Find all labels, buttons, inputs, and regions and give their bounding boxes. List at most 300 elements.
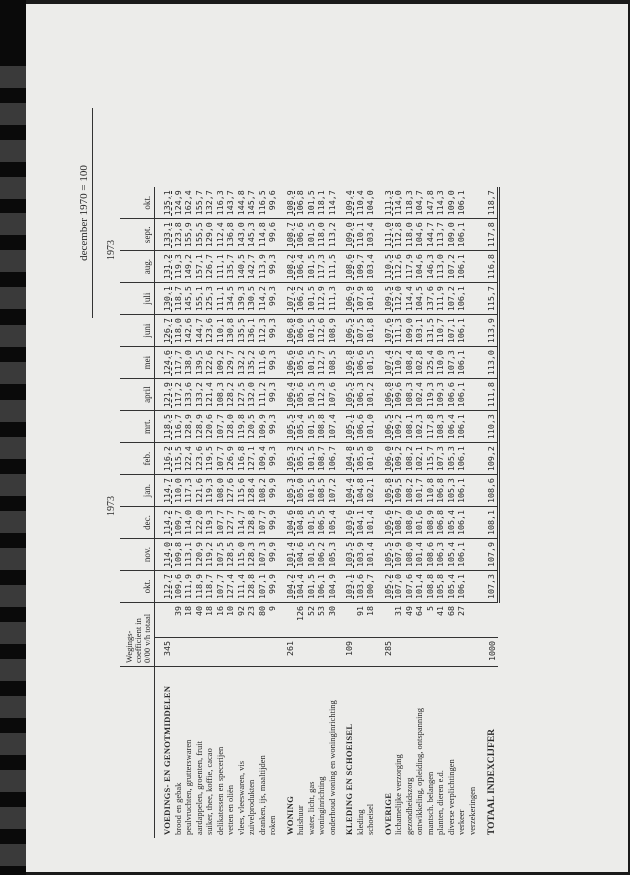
index-value: 126,9 xyxy=(225,443,236,475)
item-weight: 39 xyxy=(173,603,184,638)
index-value: 101,0 xyxy=(365,443,376,475)
index-value: 128,3 xyxy=(246,539,257,571)
index-value: 106,6 xyxy=(278,347,296,379)
header-month: mei xyxy=(120,347,155,379)
header-month: feb. xyxy=(120,443,155,475)
table-row xyxy=(194,187,205,838)
item-weight: 49 xyxy=(404,603,415,638)
index-value: 105,4 xyxy=(446,571,457,603)
item-weight: 18 xyxy=(204,603,215,638)
index-value: 106,8 xyxy=(435,475,446,507)
row-label: delikatessen en specerijen xyxy=(214,746,225,835)
index-value: 106,1 xyxy=(456,539,467,571)
index-value: 127,6 xyxy=(225,475,236,507)
item-weight: 53 xyxy=(316,603,327,638)
index-value: 109,6 xyxy=(173,571,184,603)
binding-hole xyxy=(0,400,26,422)
index-value: 99,3 xyxy=(267,347,278,379)
index-value: 111,1 xyxy=(215,283,226,315)
index-value: 105,2 xyxy=(295,443,306,475)
group-weight xyxy=(467,638,478,667)
group-weight xyxy=(236,638,247,667)
index-value: 108,1 xyxy=(477,507,498,539)
index-value: 107,3 xyxy=(446,347,457,379)
row-label: dranken, ijs, maaltijden xyxy=(256,755,267,835)
year-label-1973-a: 1973 xyxy=(106,496,117,516)
index-value: 108,7 xyxy=(278,219,296,251)
index-value: 101,5 xyxy=(306,187,317,218)
header-month: sept. xyxy=(120,219,155,251)
index-value: 109,0 xyxy=(404,315,415,347)
table-row xyxy=(404,187,415,838)
index-value: 106,7 xyxy=(327,443,338,475)
index-value: 106,2 xyxy=(295,283,306,315)
index-value: 139,3 xyxy=(236,283,247,315)
index-value: 115,6 xyxy=(236,475,247,507)
index-value: 101,5 xyxy=(365,347,376,379)
index-value: 105,3 xyxy=(327,539,338,571)
index-value: 108,6 xyxy=(337,251,355,283)
index-value: 102,4 xyxy=(414,379,425,411)
index-value: 144,7 xyxy=(194,315,205,347)
index-value: 106,1 xyxy=(456,411,467,443)
index-value: 123,6 xyxy=(194,443,205,475)
index-value: 120,5 xyxy=(246,411,257,443)
binding-hole xyxy=(0,770,26,792)
index-value: 110,0 xyxy=(435,347,446,379)
index-value: 107,7 xyxy=(215,443,226,475)
index-value: 107,5 xyxy=(355,315,366,347)
index-value: 107,9 xyxy=(355,283,366,315)
group-weight xyxy=(225,638,236,667)
table-row xyxy=(173,187,184,838)
index-value: 101,5 xyxy=(306,507,317,539)
group-weight xyxy=(183,638,194,667)
item-weight: 18 xyxy=(183,603,194,638)
group-weight xyxy=(246,638,257,667)
index-value: 101,5 xyxy=(306,443,317,475)
index-value: 117,3 xyxy=(183,475,194,507)
index-value: 103,4 xyxy=(365,251,376,283)
table-row xyxy=(236,187,247,838)
group-weight: 261 xyxy=(278,638,296,667)
index-value: 108,7 xyxy=(316,443,327,475)
header-month: april xyxy=(120,379,155,411)
group-weight xyxy=(173,638,184,667)
index-value: 122,6 xyxy=(204,347,215,379)
index-value: 108,3 xyxy=(404,379,415,411)
index-value: 107,3 xyxy=(257,539,268,571)
row-label: TOTAAL INDEXCIJFER xyxy=(486,728,497,835)
index-value: 107,6 xyxy=(404,571,415,603)
index-value: 135,2 xyxy=(246,347,257,379)
index-value: 106,1 xyxy=(316,571,327,603)
index-value: 106,1 xyxy=(456,347,467,379)
index-value: 108,0 xyxy=(404,507,415,539)
index-value: 116,2 xyxy=(155,443,173,475)
index-value: 111,5 xyxy=(327,251,338,283)
index-value: 104,5 xyxy=(414,283,425,315)
index-value: 102,1 xyxy=(365,475,376,507)
index-value: 142,6 xyxy=(183,315,194,347)
index-value: 113,9 xyxy=(477,315,498,347)
index-value: 111,0 xyxy=(376,219,394,251)
row-label: diverse verplichtingen xyxy=(445,759,456,835)
index-value: 108,8 xyxy=(316,411,327,443)
index-value: 114,0 xyxy=(393,187,404,218)
header-category xyxy=(120,667,155,839)
item-weight: 10 xyxy=(225,603,236,638)
index-value: 124,6 xyxy=(155,347,173,379)
item-weight: 92 xyxy=(236,603,247,638)
index-value: 149,2 xyxy=(183,251,194,283)
index-value: 113,7 xyxy=(435,219,446,251)
table-row xyxy=(267,187,278,838)
binding-hole xyxy=(0,585,26,607)
index-value: 121,6 xyxy=(194,475,205,507)
index-value: 105,6 xyxy=(376,507,394,539)
row-label: roken xyxy=(267,815,277,835)
item-weight: 52 xyxy=(306,603,317,638)
index-value: 130,1 xyxy=(155,283,173,315)
index-value: 99,3 xyxy=(267,315,278,347)
index-value: 118,3 xyxy=(404,187,415,218)
index-value: 105,1 xyxy=(337,411,355,443)
index-value: 117,8 xyxy=(425,411,436,443)
item-weight: 41 xyxy=(435,603,446,638)
index-value: 119,3 xyxy=(204,507,215,539)
group-weight xyxy=(327,638,338,667)
index-value: 119,3 xyxy=(173,251,184,283)
index-value: 107,1 xyxy=(257,571,268,603)
group-row xyxy=(278,187,296,838)
index-value: 118,7 xyxy=(173,283,184,315)
index-value: 104,6 xyxy=(414,219,425,251)
index-value: 105,4 xyxy=(446,507,457,539)
index-value: 99,9 xyxy=(267,571,278,603)
index-value xyxy=(467,347,478,379)
table-row xyxy=(414,187,425,838)
index-value: 144,7 xyxy=(425,219,436,251)
index-value: 136,8 xyxy=(225,219,236,251)
index-value: 108,8 xyxy=(425,571,436,603)
table-row xyxy=(295,187,306,838)
index-value: 108,6 xyxy=(425,539,436,571)
item-weight: 23 xyxy=(246,603,257,638)
index-value: 121,4 xyxy=(204,379,215,411)
index-value: 114,7 xyxy=(155,475,173,507)
index-value: 106,5 xyxy=(376,411,394,443)
group-weight xyxy=(194,638,205,667)
index-value: 106,1 xyxy=(456,315,467,347)
index-value: 119,3 xyxy=(204,475,215,507)
table-row xyxy=(183,187,194,838)
index-value: 114,2 xyxy=(257,283,268,315)
index-value: 143,0 xyxy=(236,219,247,251)
index-value: 101,5 xyxy=(306,379,317,411)
index-value: 125,4 xyxy=(425,347,436,379)
item-weight: 40 xyxy=(194,603,205,638)
rotated-table-area xyxy=(70,98,590,838)
index-value: 134,5 xyxy=(225,283,236,315)
index-value: 106,8 xyxy=(435,507,446,539)
binding-hole xyxy=(0,733,26,755)
item-weight: 126 xyxy=(295,603,306,638)
index-value: 105,5 xyxy=(337,379,355,411)
index-value: 99,3 xyxy=(267,379,278,411)
index-value: 112,6 xyxy=(316,315,327,347)
binding-hole xyxy=(0,177,26,199)
table-row xyxy=(257,187,268,838)
index-value: 135,1 xyxy=(155,187,173,218)
group-row xyxy=(155,187,173,838)
table-row xyxy=(215,187,226,838)
table-row xyxy=(435,187,446,838)
index-value: 109,0 xyxy=(446,219,457,251)
item-weight: 9 xyxy=(267,603,278,638)
index-value: 106,1 xyxy=(456,443,467,475)
binding-hole xyxy=(0,66,26,88)
binding-hole xyxy=(0,548,26,570)
row-label: huishuur xyxy=(295,805,305,835)
index-value: 145,3 xyxy=(246,219,257,251)
index-value xyxy=(467,571,478,603)
index-value: 105,8 xyxy=(435,571,446,603)
index-value: 118,0 xyxy=(404,219,415,251)
item-weight: 18 xyxy=(365,603,376,638)
index-value: 144,8 xyxy=(236,187,247,218)
index-value: 110,2 xyxy=(393,347,404,379)
index-value: 101,4 xyxy=(414,571,425,603)
index-value: 105,3 xyxy=(446,475,457,507)
header-month: juni xyxy=(120,315,155,347)
row-label: schoeisel xyxy=(365,803,375,835)
index-value: 114,0 xyxy=(155,539,173,571)
index-value: 109,9 xyxy=(257,411,268,443)
index-value: 101,4 xyxy=(278,539,296,571)
group-weight: 1000 xyxy=(477,638,498,667)
index-value: 109,5 xyxy=(393,475,404,507)
index-value: 99,9 xyxy=(267,507,278,539)
index-value: 101,5 xyxy=(306,283,317,315)
index-value xyxy=(467,539,478,571)
index-value: 111,2 xyxy=(257,379,268,411)
index-value: 119,3 xyxy=(425,379,436,411)
item-weight xyxy=(278,603,296,638)
row-label: onderhoud woning en woninginrichting xyxy=(326,700,337,835)
index-value: 103,1 xyxy=(337,571,355,603)
row-label: woninginrichting xyxy=(316,776,326,835)
index-value: 127,4 xyxy=(225,571,236,603)
index-value: 117,3 xyxy=(316,251,327,283)
binding-hole xyxy=(0,362,26,384)
binding-strip xyxy=(0,0,26,875)
index-value: 121,9 xyxy=(155,379,173,411)
index-value: 129,7 xyxy=(225,347,236,379)
group-row xyxy=(337,187,355,838)
index-value: 112,3 xyxy=(316,379,327,411)
index-value: 145,7 xyxy=(246,187,257,218)
index-value: 106,2 xyxy=(316,539,327,571)
index-value: 147,8 xyxy=(425,187,436,218)
index-value: 109,2 xyxy=(477,443,498,475)
binding-hole xyxy=(0,140,26,162)
index-value: 127,1 xyxy=(246,443,257,475)
index-value: 99,3 xyxy=(267,443,278,475)
binding-hole xyxy=(0,844,26,866)
index-value: 108,0 xyxy=(215,475,226,507)
binding-hole xyxy=(0,659,26,681)
index-value: 122,4 xyxy=(183,443,194,475)
index-value: 104,6 xyxy=(278,507,296,539)
index-value: 109,4 xyxy=(337,187,355,218)
index-value: 114,3 xyxy=(435,187,446,218)
index-value: 111,6 xyxy=(257,347,268,379)
item-weight: 16 xyxy=(215,603,226,638)
index-value: 109,0 xyxy=(446,187,457,218)
index-value: 128,4 xyxy=(246,475,257,507)
index-value: 101,5 xyxy=(306,251,317,283)
index-value: 104,0 xyxy=(365,187,376,218)
index-value: 101,5 xyxy=(306,347,317,379)
index-value: 101,5 xyxy=(306,411,317,443)
index-value: 109,3 xyxy=(435,379,446,411)
item-weight: 31 xyxy=(393,603,404,638)
index-value: 123,6 xyxy=(204,315,215,347)
index-value: 106,0 xyxy=(376,443,394,475)
index-value: 114,8 xyxy=(257,219,268,251)
index-value: 132,7 xyxy=(204,187,215,218)
index-value: 99,3 xyxy=(267,251,278,283)
index-value: 106,4 xyxy=(295,251,306,283)
row-label: vlees, vleeswaren, vis xyxy=(235,760,246,835)
index-value: 116,8 xyxy=(477,251,498,283)
index-value: 157,1 xyxy=(194,251,205,283)
item-weight xyxy=(376,603,394,638)
index-value: 105,4 xyxy=(327,507,338,539)
index-value: 116,8 xyxy=(236,443,247,475)
index-value: 125,3 xyxy=(204,283,215,315)
index-value: 119,2 xyxy=(204,539,215,571)
index-value: 127,5 xyxy=(236,379,247,411)
index-value: 108,6 xyxy=(477,475,498,507)
header-month: aug. xyxy=(120,251,155,283)
binding-hole xyxy=(0,807,26,829)
index-value: 110,4 xyxy=(355,187,366,218)
index-value: 109,7 xyxy=(355,251,366,283)
row-label: lichamelijke verzorging xyxy=(393,754,403,835)
index-value: 107,1 xyxy=(446,315,457,347)
row-label: suiker, thee, koffie, cacao xyxy=(204,748,214,835)
index-value: 106,6 xyxy=(355,347,366,379)
index-value: 112,9 xyxy=(316,283,327,315)
binding-hole xyxy=(0,622,26,644)
index-value: 109,7 xyxy=(173,507,184,539)
index-value: 120,9 xyxy=(194,539,205,571)
index-value: 112,8 xyxy=(393,219,404,251)
binding-hole xyxy=(0,696,26,718)
header-month: okt. xyxy=(120,571,155,603)
index-value: 113,2 xyxy=(327,219,338,251)
row-label: mantsch. belangen xyxy=(424,771,435,835)
index-value: 101,7 xyxy=(414,475,425,507)
index-value xyxy=(467,379,478,411)
index-value: 111,9 xyxy=(435,283,446,315)
index-value: 101,4 xyxy=(365,539,376,571)
index-value xyxy=(467,251,478,283)
index-value: 119,8 xyxy=(236,411,247,443)
index-value: 135,5 xyxy=(236,315,247,347)
index-value: 113,9 xyxy=(257,251,268,283)
binding-hole xyxy=(0,511,26,533)
index-value: 119,5 xyxy=(204,443,215,475)
index-value: 108,9 xyxy=(425,507,436,539)
index-value: 117,8 xyxy=(477,219,498,251)
index-value: 109,8 xyxy=(173,539,184,571)
group-weight: 109 xyxy=(337,638,355,667)
header-month: nov. xyxy=(120,539,155,571)
table-row xyxy=(393,187,404,838)
index-value: 107,2 xyxy=(446,283,457,315)
index-value: 105,5 xyxy=(376,539,394,571)
index-value: 110,0 xyxy=(173,475,184,507)
index-value: 114,4 xyxy=(404,283,415,315)
item-weight: 80 xyxy=(257,603,268,638)
group-weight xyxy=(316,638,327,667)
index-value: 106,6 xyxy=(295,219,306,251)
index-value: 103,6 xyxy=(337,507,355,539)
index-value: 108,3 xyxy=(435,411,446,443)
header-weights: Wegings-coefficient in 0/00 v/h totaal xyxy=(120,603,155,667)
group-weight xyxy=(355,638,366,667)
index-value: 101,5 xyxy=(306,219,317,251)
index-value: 128,8 xyxy=(246,571,257,603)
table-row xyxy=(306,187,317,838)
index-value: 106,8 xyxy=(278,315,296,347)
index-value: 108,4 xyxy=(404,347,415,379)
index-value: 106,8 xyxy=(295,187,306,218)
table-row xyxy=(467,187,478,838)
row-label: water, licht, gas xyxy=(305,781,316,835)
index-value: 104,8 xyxy=(295,507,306,539)
index-value: 115,0 xyxy=(236,539,247,571)
index-value: 105,5 xyxy=(278,411,296,443)
row-label: KLEDING EN SCHOEISEL xyxy=(344,723,354,835)
index-value: 115,7 xyxy=(425,443,436,475)
index-value: 105,4 xyxy=(295,411,306,443)
index-value: 126,7 xyxy=(204,251,215,283)
index-value: 104,6 xyxy=(414,251,425,283)
index-value: 128,5 xyxy=(225,539,236,571)
index-value: 105,3 xyxy=(278,443,296,475)
table-row xyxy=(365,187,376,838)
item-weight xyxy=(155,603,173,638)
index-value: 130,8 xyxy=(225,315,236,347)
index-value: 101,4 xyxy=(414,539,425,571)
index-value: 113,0 xyxy=(435,251,446,283)
index-value: 106,1 xyxy=(456,379,467,411)
binding-hole xyxy=(0,474,26,496)
index-value: 111,4 xyxy=(236,571,247,603)
index-value: 104,1 xyxy=(355,507,366,539)
index-value: 101,8 xyxy=(365,283,376,315)
index-value: 105,2 xyxy=(376,571,394,603)
index-value: 108,2 xyxy=(257,475,268,507)
price-index-table xyxy=(120,187,500,838)
index-value: 128,0 xyxy=(225,411,236,443)
binding-hole xyxy=(0,325,26,347)
header-month: jan. xyxy=(120,475,155,507)
